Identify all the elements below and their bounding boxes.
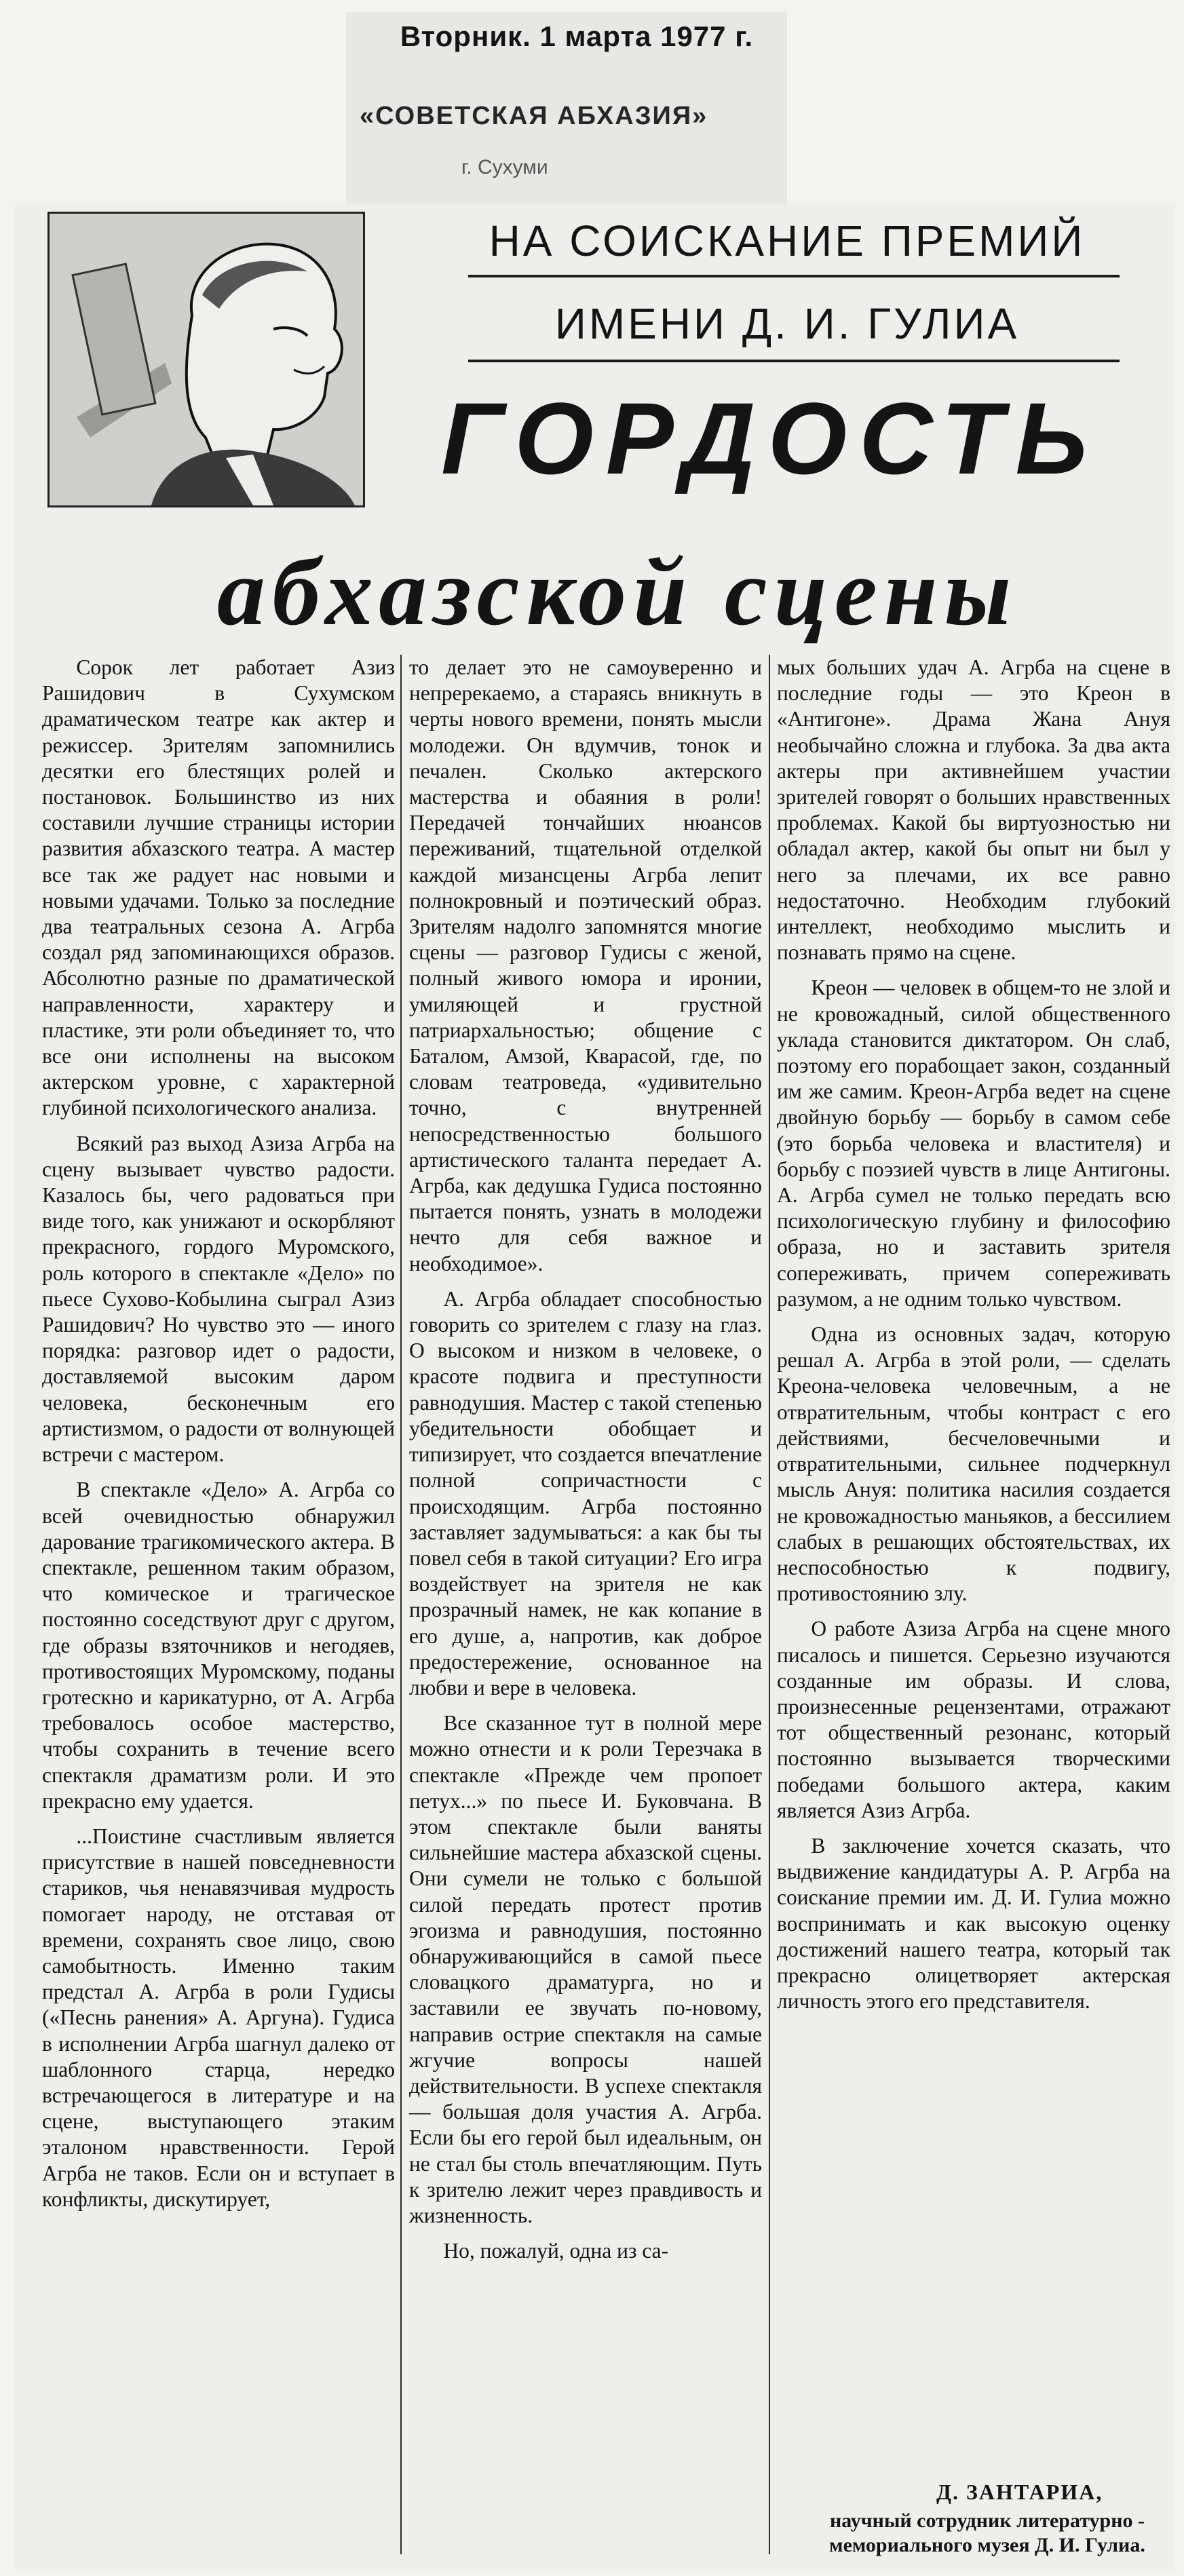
author-name: Д. ЗАНТАРИА, <box>936 2480 1103 2504</box>
paragraph: В спектакле «Дело» А. Агрба со всей очевидностью обнаружил дарование трагикомического актера. В спектакле, решенном таким образом, что комическое и трагическое постоянно соседствуют друг с другом, где образы взяточников и негодяев, противостоящих Муромскому, поданы гротескно и карикатурно, от А. Агрба требовалось особое мастерство, чтобы сохранить в течение всего спектакля драматизм роли. И это прекрасно ему удается. <box>42 1478 395 1813</box>
paragraph: Одна из основных задач, которую решал А. Агрба в этой роли, — сделать Креона-человека человечным, а не отвратительным, чтобы контраст с его действиями, бесчеловечными и отвратительными, сильнее подчеркнул мысль Ануя: политика насилия создается не кровожадностью маньяков, а бессилием слабых в решающих обстоятельствах, их неспособностью к подвигу, противостоянию злу. <box>777 1322 1170 1606</box>
article-column-3 <box>777 655 1170 2014</box>
portrait-image <box>47 212 365 507</box>
article-title: ГОРДОСТЬ <box>441 381 1100 495</box>
paragraph: ...Поистине счастливым является присутствие в нашей повседневности стариков, чья ненавязчивая мудрость помогает народу, не отставая от времени, сохранять свое лицо, свою самобытность. Именно таким предстал А. Агрба в роли Гудисы («Песнь ранения» А. Аргуна). Гудиса в исполнении Агрба шагнул далеко от шаблонного старца, нередко встречающегося в литературе и на сцене, выступающего этаким эталоном нравственности. Герой Агрба не таков. Если он и вступает в конфликты, дискутирует, <box>42 1824 395 2211</box>
author-role: научный сотрудник литературно - мемориального музея Д. И. Гулиа. <box>829 2510 1145 2556</box>
paragraph: В заключение хочется сказать, что выдвижение кандидатуры А. Р. Агрба на соискание премии им. Д. И. Гулиа можно воспринимать и как высокую оценку достижений нашего театра, который так прекрасно олицетворяет актерская личность этого его представителя. <box>777 1833 1170 2014</box>
paragraph: О работе Азиза Агрба на сцене много писалось и пишется. Серьезно изучаются созданные им образы. И слова, произнесенные рецензентами, отражают тот общественный резонанс, который постоянно вызывается творческими победами большого актера, каким является Азиз Агрба. <box>777 1617 1170 1822</box>
portrait-drawing <box>50 214 363 505</box>
kicker-rule-1 <box>468 275 1120 277</box>
article-column-2 <box>409 655 762 2264</box>
article-column-1 <box>42 655 395 2212</box>
newspaper-name: «СОВЕТСКАЯ АБХАЗИЯ» <box>360 102 708 130</box>
paragraph: мых больших удач А. Агрба на сцене в последние годы — это Креон в «Антигоне». Драма Жана Ануя необычайно сложна и глубока. За два акта актеры при активнейшем участии зрителей говорят о больших нравственных проблемах. Какой бы виртуозностью ни обладал актер, какой бы опыт ни был у него за плечами, их все равно недостаточно. Необходим глубокий интеллект, необходимо мыслить и познавать прямо на сцене. <box>777 655 1170 965</box>
publication-date: Вторник. 1 марта 1977 г. <box>400 20 754 52</box>
kicker-line-2: ИМЕНИ Д. И. ГУЛИА <box>554 299 1020 348</box>
column-divider-1 <box>400 655 402 2554</box>
paragraph: Сорок лет работает Азиз Рашидович в Сухумском драматическом театре как актер и режиссер. Зрителям запомнились десятки его блестящих ролей и постановок. Большинство из них составили лучшие страницы истории развития абхазского театра. А мастер все так же радует нас новыми и новыми удачами. Только за последние два театральных сезона А. Агрба создал ряд запоминающихся образов. Абсолютно разные по драматической направленности, характеру и пластике, эти роли объединяет то, что все они исполнены на высоком актерском уровне, с характерной глубиной психологического анализа. <box>42 655 395 1120</box>
paragraph: то делает это не самоуверенно и непререкаемо, а стараясь вникнуть в черты нового времени, понять мысли молодежи. Он вдумчив, тонок и печален. Сколько актерского мастерства и обаяния в роли! Передачей тончайших нюансов переживаний, тщательной отделкой каждой мизансцены Агрба лепит полнокровный и поэтический образ. Зрителям надолго запомнятся многие сцены — разговор Гудисы с женой, полный живого юмора и иронии, умиляющей и грустной патриархальностью; общение с Баталом, Амзой, Кварасой, где, по словам театроведа, «удивительно точно, с внутренней непосредственностью большого артистического таланта передает А. Агрба, как дедушка Гудиса постоянно пытается понять, узнать в молодежи нечто для себя важное и необходимое». <box>409 655 762 1275</box>
newspaper-city: г. Сухуми <box>461 156 548 178</box>
column-divider-2 <box>769 655 770 2554</box>
paragraph: Всякий раз выход Азиза Агрба на сцену вызывает чувство радости. Казалось бы, чего радоваться при виде того, как унижают и оскорбляют прекрасного, гордого Муромского, роль которого в спектакле «Дело» по пьесе Сухово-Кобылина сыграл Азиз Рашидович? Но чувство это — иного порядка: разговор идет о радости, доставляемой высоким даром человека, бесконечным его артистизмом, о радости от волнующей встречи с мастером. <box>42 1131 395 1467</box>
paragraph: Все сказанное тут в полной мере можно отнести и к роли Терезчака в спектакле «Прежде чем пропоет петух...» по пьесе И. Буковчана. В этом спектакле были ваняты сильнейшие мастера абхазской сцены. Они сумели не только с большой силой передать протест против эгоизма и равнодушия, постоянно обнаруживающийся в самой пьесе словацкого драматурга, но и заставили ее звучать по-новому, направив острие спектакля на самые жгучие вопросы нашей действительности. В успехе спектакля — большая доля участия А. Агрба. Если бы его герой был идеальным, он не стал бы столь впечатляющим. Путь к зрителю лежит через правдивость и жизненность. <box>409 1711 762 2227</box>
kicker-line-1: НА СОИСКАНИЕ ПРЕМИЙ <box>489 216 1086 265</box>
kicker-rule-2 <box>468 360 1120 362</box>
paragraph: А. Агрба обладает способностью говорить со зрителем с глазу на глаз. О высоком и низком в человеке, о красоте подвига и преступности равнодушия. Мастер с такой степенью убедительности обобщает и типизирует, что создается впечатление полной сопричастности с происходящим. Агрба постоянно заставляет задумываться: а как бы ты повел себя в такой ситуации? Его игра воздействует на зрителя не как прозрачный намек, не как копание в его душе, а, напротив, как доброе предостережение, основанное на любви и вере в человека. <box>409 1286 762 1699</box>
paragraph: Креон — человек в общем-то не злой и не кровожадный, силой общественного уклада становится диктатором. Он слаб, поэтому его порабощает закон, созданный им же самим. Креон-Агрба ведет на сцене двойную борьбу — борьбу в самом себе (это борьба человека и властителя) и борьбу с поэзией чувств в лице Антигоны. А. Агрба сумел не только передать всю психологическую глубину и философию образа, но и заставить зрителя сопереживать, причем сопереживать разумом, а не одним только чувством. <box>777 976 1170 1311</box>
paragraph: Но, пожалуй, одна из са- <box>443 2239 669 2263</box>
article-subtitle: абхазской сцены <box>216 538 1018 645</box>
